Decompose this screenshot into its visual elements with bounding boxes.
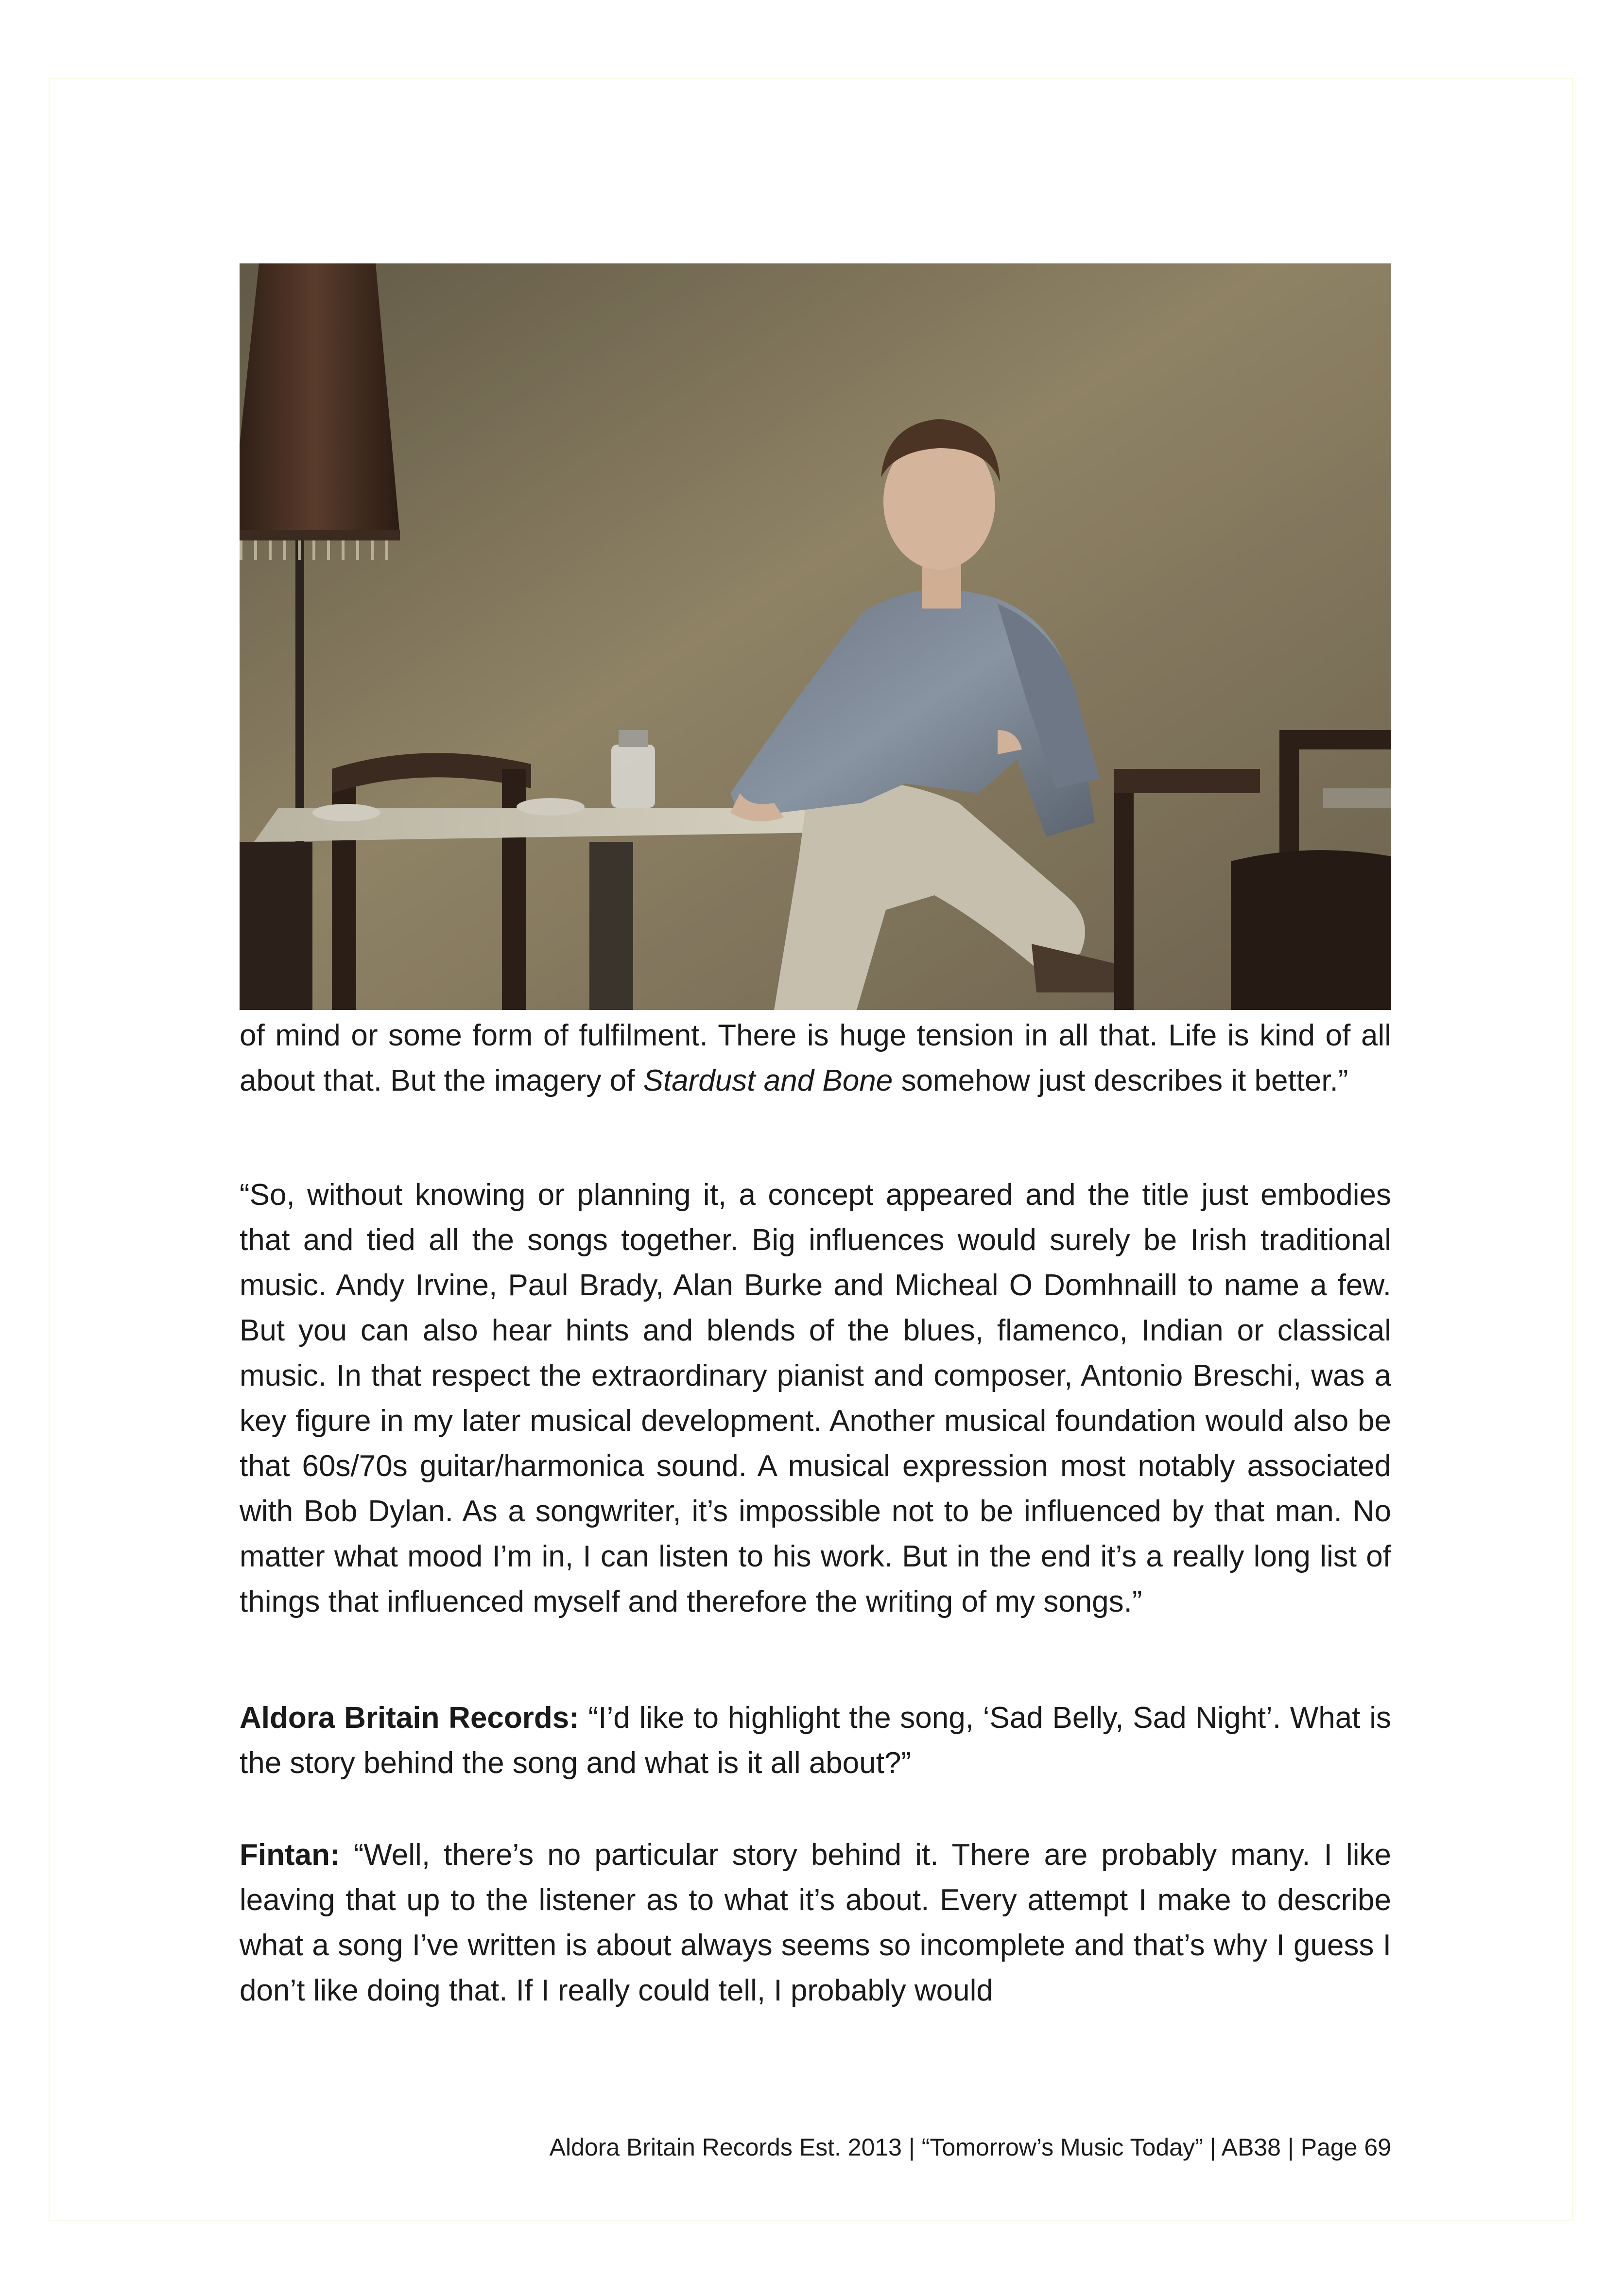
paragraph-2 <box>240 1172 1391 1624</box>
paragraph-1-text-a: of mind or some form of fulfilment. There is huge tension in all that. Life is kind of all about that. But the imagery of <box>240 1019 1391 1097</box>
paragraph-4-answer <box>240 1832 1391 2013</box>
album-title-italic: Stardust and Bone <box>643 1064 893 1097</box>
article-photo <box>240 263 1391 1010</box>
page-footer: Aldora Britain Records Est. 2013 | “Tomorrow’s Music Today” | AB38 | Page 69 <box>549 2134 1391 2161</box>
paragraph-3-question <box>240 1695 1391 1786</box>
speaker-interviewer: Aldora Britain Records: <box>240 1701 579 1735</box>
answer-text: “Well, there’s no particular story behind it. There are probably many. I like leaving that up to the listener as to what it’s about. Every attempt I make to describe what a song I’ve written is about always seems so incomplete and that’s why I guess I don’t like doing that. If I really could tell, I probably would <box>240 1838 1391 2007</box>
question-text: “I’d like to highlight the song, ‘Sad Belly, Sad Night’. What is the story behind the song and what is it all about?” <box>240 1701 1391 1780</box>
paragraph-2-text: “So, without knowing or planning it, a concept appeared and the title just embodies that and tied all the songs together. Big influences would surely be Irish traditional music. Andy Irvine, Paul Brady, Alan Burke and Micheal O Domhnaill to name a few. But you can also hear hints and blends of the blues, flamenco, Indian or classical music. In that respect the extraordinary pianist and composer, Antonio Breschi, was a key figure in my later musical development. Another musical foundation would also be that 60s/70s guitar/harmonica sound. A musical expression most notably associated with Bob Dylan. As a songwriter, it’s impossible not to be influenced by that man. No matter what mood I’m in, I can listen to his work. But in the end it’s a really long list of things that influenced myself and therefore the writing of my songs.” <box>240 1178 1391 1618</box>
speaker-fintan: Fintan: <box>240 1838 340 1872</box>
paragraph-1-text-b: somehow just describes it better.” <box>893 1064 1348 1097</box>
photo-illustration <box>240 263 1391 1010</box>
paragraph-1 <box>240 1013 1391 1103</box>
